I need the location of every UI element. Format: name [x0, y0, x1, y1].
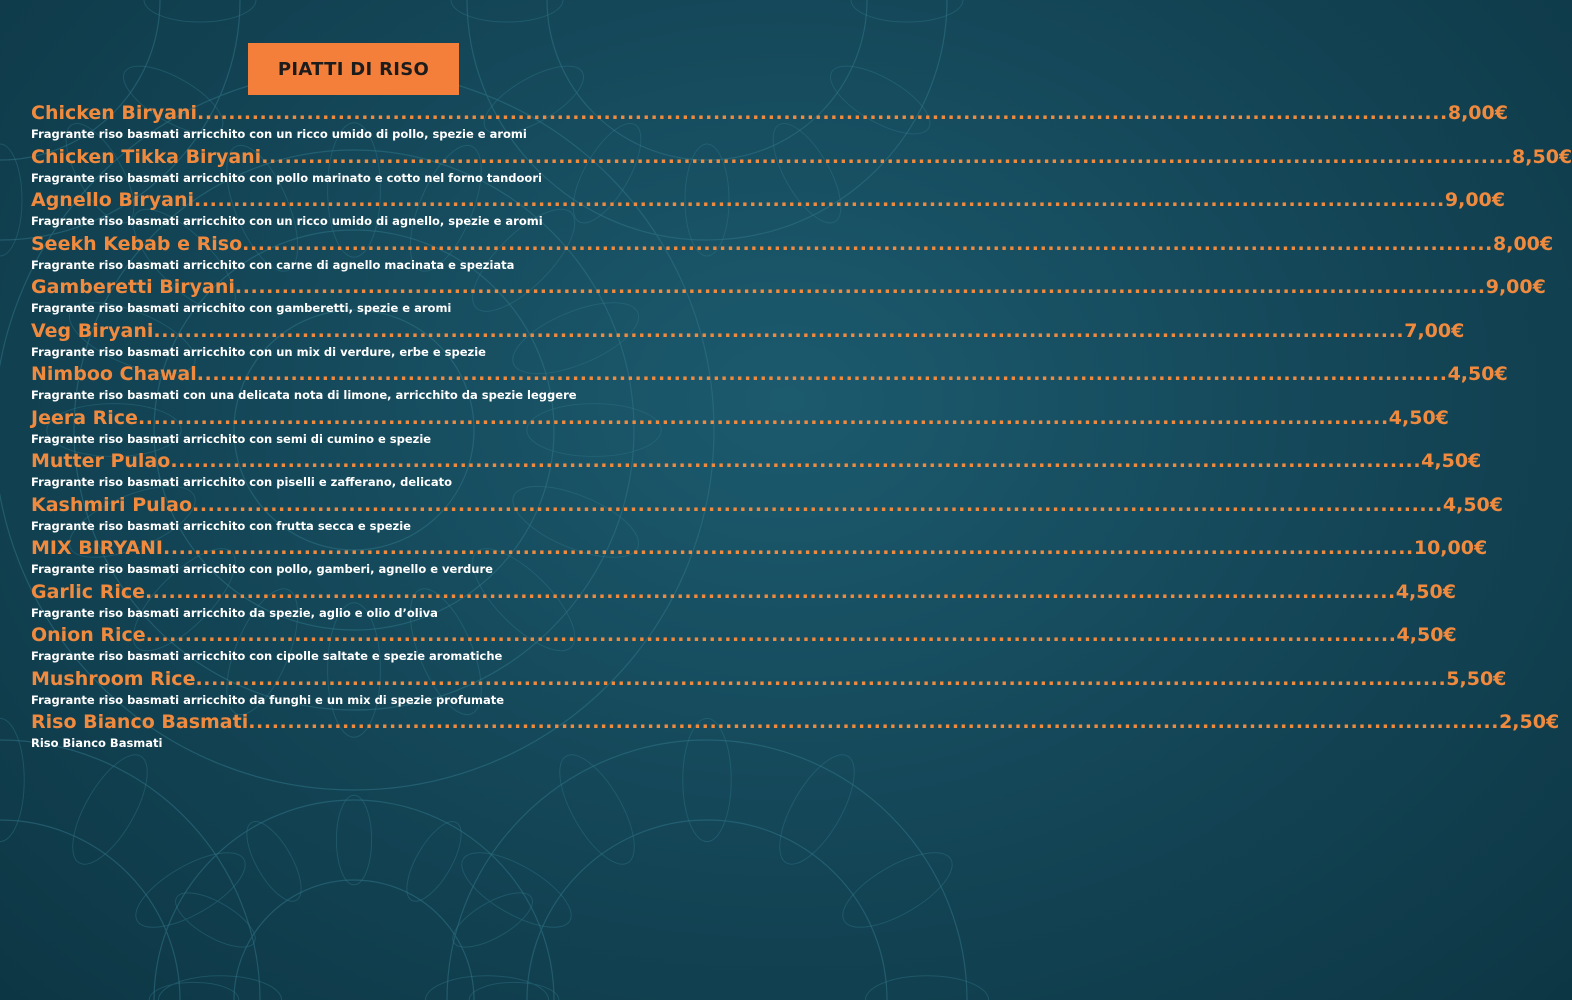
menu-item: [31, 231, 1554, 275]
dot-leader: ................................................................................................................................................................: [196, 363, 1448, 385]
item-description: Fragrante riso basmati arricchito con cipolle saltate e spezie aromatiche: [31, 649, 503, 663]
item-name: Mushroom Rice: [31, 667, 196, 690]
menu-item: [31, 666, 1507, 710]
menu-item: [31, 144, 1572, 188]
dot-leader: ................................................................................................................................................................: [144, 580, 1396, 603]
menu-item: [31, 318, 1465, 362]
item-price: 9,00€: [1485, 276, 1546, 298]
item-name: MIX BIRYANI: [31, 537, 163, 559]
dot-leader: ................................................................................................................................................................: [137, 406, 1389, 429]
item-price: 4,50€: [1396, 624, 1457, 646]
menu-item: [31, 361, 1508, 405]
menu-item: [31, 492, 1503, 536]
menu-item: [31, 100, 1508, 144]
item-name: Jeera Rice: [31, 406, 138, 429]
item-name: Veg Biryani: [31, 319, 154, 342]
menu-item: [31, 274, 1546, 318]
dot-leader: ................................................................................................................................................................: [248, 711, 1500, 733]
section-title-box: [248, 43, 459, 95]
item-description: Fragrante riso basmati arricchito con carne di agnello macinata e speziata: [31, 257, 515, 272]
menu-list: [31, 100, 1572, 753]
item-description: Fragrante riso basmati arricchito con pollo marinato e cotto nel forno tandoori: [31, 170, 542, 185]
item-description: Fragrante riso basmati arricchito da spezie, aglio e olio d’oliva: [31, 605, 438, 620]
dot-leader: ................................................................................................................................................................: [234, 276, 1486, 298]
dot-leader: ................................................................................................................................................................: [170, 450, 1422, 472]
item-price: 10,00€: [1413, 537, 1488, 559]
dot-leader: ................................................................................................................................................................: [145, 624, 1397, 646]
item-name: Onion Rice: [31, 624, 146, 646]
menu-item: [31, 535, 1488, 579]
section-title: PIATTI DI RISO: [277, 58, 430, 80]
item-name: Riso Bianco Basmati: [31, 711, 249, 733]
dot-leader: ................................................................................................................................................................: [192, 493, 1443, 516]
item-price: 5,50€: [1446, 667, 1507, 690]
item-price: 4,50€: [1442, 493, 1503, 516]
menu-item: [31, 709, 1560, 753]
item-price: 2,50€: [1499, 711, 1560, 733]
item-price: 8,00€: [1493, 232, 1554, 255]
item-name: Chicken Tikka Biryani: [31, 145, 262, 168]
dot-leader: ................................................................................................................................................................: [195, 667, 1447, 690]
mandala-petal: [760, 114, 854, 233]
item-description: Fragrante riso basmati arricchito con frutta secca e spezie: [31, 518, 411, 533]
dot-leader: ................................................................................................................................................................: [163, 537, 1414, 559]
dot-leader: ................................................................................................................................................................: [197, 102, 1448, 124]
dot-leader: ................................................................................................................................................................: [242, 232, 1493, 255]
item-price: 4,50€: [1447, 363, 1508, 385]
item-name: Nimboo Chawal: [31, 363, 197, 385]
item-name: Seekh Kebab e Riso: [31, 232, 243, 255]
item-price: 4,50€: [1395, 580, 1456, 603]
menu-item: [31, 405, 1449, 449]
item-name: Kashmiri Pulao: [31, 493, 193, 516]
item-description: Fragrante riso basmati arricchito con pollo, gamberi, agnello e verdure: [31, 562, 493, 576]
item-description: Fragrante riso basmati con una delicata nota di limone, arricchito da spezie leggere: [31, 388, 577, 402]
item-price: 4,50€: [1421, 450, 1482, 472]
item-description: Fragrante riso basmati arricchito con gamberetti, spezie e aromi: [31, 301, 452, 315]
item-description: Fragrante riso basmati arricchito con un ricco umido di agnello, spezie e aromi: [31, 214, 543, 228]
menu-item: [31, 622, 1457, 666]
item-description: Fragrante riso basmati arricchito con un ricco umido di pollo, spezie e aromi: [31, 127, 527, 141]
item-price: 8,00€: [1447, 102, 1508, 124]
item-price: 4,50€: [1388, 406, 1449, 429]
item-name: Mutter Pulao: [31, 450, 171, 472]
item-name: Gamberetti Biryani: [31, 276, 235, 298]
item-description: Fragrante riso basmati arricchito con piselli e zafferano, delicato: [31, 475, 453, 489]
item-description: Fragrante riso basmati arricchito da funghi e un mix di spezie profumate: [31, 692, 505, 707]
menu-item: [31, 448, 1482, 492]
item-name: Chicken Biryani: [31, 102, 198, 124]
mandala-petal: [832, 838, 963, 942]
dot-leader: ................................................................................................................................................................: [194, 189, 1445, 211]
item-name: Garlic Rice: [31, 580, 145, 603]
mandala-petal: [765, 744, 869, 875]
menu-item: [31, 579, 1456, 623]
item-name: Agnello Biryani: [31, 189, 195, 211]
item-price: 9,00€: [1444, 189, 1505, 211]
dot-leader: ................................................................................................................................................................: [153, 319, 1405, 342]
item-price: 7,00€: [1404, 319, 1465, 342]
mandala-petal: [865, 976, 988, 1000]
item-description: Riso Bianco Basmati: [31, 736, 163, 750]
item-description: Fragrante riso basmati arricchito con semi di cumino e spezie: [31, 431, 432, 446]
item-price: 8,50€: [1512, 145, 1572, 168]
dot-leader: ................................................................................................................................................................: [261, 145, 1513, 168]
menu-item: [31, 187, 1505, 231]
item-description: Fragrante riso basmati arricchito con un mix di verdure, erbe e spezie: [31, 344, 486, 359]
